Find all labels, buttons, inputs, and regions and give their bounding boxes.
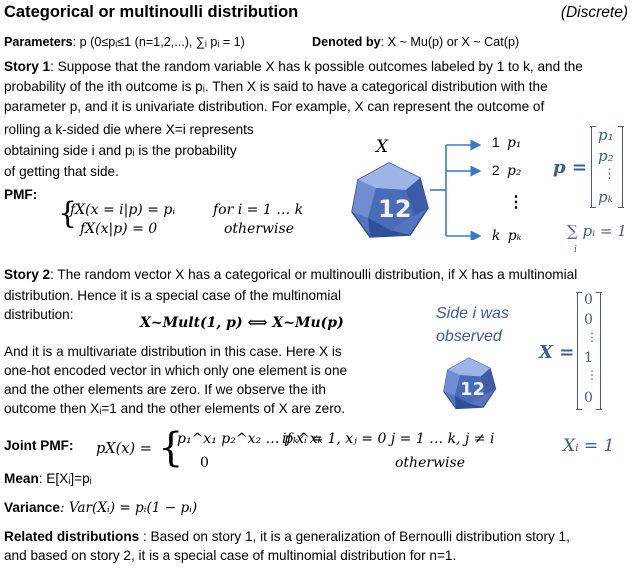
pmf-brace: {: [58, 196, 78, 231]
p-vector-entry: ⋮: [603, 166, 616, 181]
x-vector-entry: ⋮: [586, 330, 598, 344]
xi-equals-one: Xᵢ = 1: [563, 436, 615, 456]
story1-label: Story 1: [4, 59, 51, 74]
die-icon: [348, 160, 430, 242]
p-vector-label: p =: [553, 157, 587, 178]
story1-line2: probability of the ith outcome is pᵢ. Then X is said to have a categorical distribution with the: [4, 79, 548, 94]
pmf-line1-right: for i = 1 … k: [213, 202, 304, 218]
related-line1: [4, 529, 570, 544]
die-number-small: 12: [460, 379, 485, 400]
x-vector: [577, 292, 601, 410]
variance-line: [4, 500, 197, 516]
p-vector-entry: p₂: [598, 147, 614, 165]
pmf-line1-left: fX(x = i|p) = pᵢ: [70, 202, 176, 218]
joint-pmf-lhs: pX(x) =: [96, 441, 152, 457]
mean-line: [4, 471, 92, 486]
p-vector: [591, 126, 623, 208]
story2-line7: outcome then Xᵢ=1 and the other elements of X are zero.: [4, 401, 346, 416]
story1-line4: rolling a k-sided die where X=i represents: [4, 122, 254, 137]
joint-pmf-line2-cond: otherwise: [395, 455, 465, 471]
mean-label: Mean: [4, 471, 39, 486]
variance-body: : Var(Xᵢ) = pᵢ(1 − pᵢ): [59, 500, 198, 516]
die-number: 12: [378, 195, 412, 223]
pmf-line2-right: otherwise: [224, 221, 294, 237]
outcome-arrows: [428, 140, 484, 240]
story2-line4: And it is a multivariate distribution in this case. Here X is: [4, 344, 342, 359]
story2-line6: and the other elements are zero. If we observe the ith: [4, 382, 326, 397]
joint-pmf-brace: {: [158, 425, 184, 471]
page-title: Categorical or multinoulli distribution: [4, 3, 299, 21]
distribution-type: (Discrete): [560, 4, 628, 21]
x-vector-entry: 1: [584, 350, 593, 366]
story2-line3: distribution:: [4, 307, 74, 322]
denoted-body: : X ~ Mu(p) or X ~ Cat(p): [380, 35, 520, 49]
related-text-1: : Based on story 1, it is a generalization of Bernoulli distribution story 1,: [139, 529, 570, 544]
denoted-line: [312, 35, 519, 49]
related-label: Related distributions: [4, 529, 140, 544]
sum-subscript: i: [574, 245, 577, 255]
story2-line1: [4, 267, 577, 282]
story1-line6: of getting that side.: [4, 164, 119, 179]
mean-body: : E[Xᵢ]=pᵢ: [38, 471, 92, 486]
parameters-body: : p (0≤pᵢ≤1 (n=1,2,...), ∑ᵢ pᵢ = 1): [72, 35, 245, 49]
joint-pmf-line2: 0: [200, 455, 209, 471]
x-vector-label: X =: [539, 342, 575, 363]
joint-pmf-label: Joint PMF:: [4, 438, 74, 453]
parameters-line: [4, 35, 245, 49]
story1-line3: parameter p, and it is univariate distribution. For example, X can represent the outcome of: [4, 99, 545, 114]
outcome-2: 2 p₂: [492, 163, 522, 179]
story2-formula: X~Mult(1, p) ⟺ X~Mu(p): [140, 315, 344, 331]
p-vector-entry: p₁: [598, 126, 614, 144]
x-vector-entry: 0: [584, 390, 593, 406]
variance-label: Variance: [4, 500, 60, 515]
x-vector-entry: ⋮: [586, 368, 598, 382]
joint-pmf-line1: p₁^x₁ p₂^x₂ … pₖ^xₖ: [177, 431, 323, 447]
x-vector-entry: 0: [584, 312, 593, 328]
p-vector-entry: pₖ: [598, 188, 614, 206]
story2-text-1: : The random vector X has a categorical or multinoulli distribution, if X has a multinomial: [50, 267, 578, 282]
story2-line2: distribution. Hence it is a special case of the multinomial: [4, 288, 341, 303]
story1-line1: [4, 59, 583, 74]
side-observed-caption-1: Side i was: [436, 305, 509, 322]
die-icon-small: [440, 356, 498, 412]
x-vector-entry: 0: [584, 292, 593, 308]
story1-text-1: : Suppose that the random variable X has k possible outcomes labeled by 1 to k, and the: [50, 59, 583, 74]
pmf-line2-left: fX(x|p) = 0: [80, 221, 158, 237]
pmf-label: PMF:: [4, 187, 38, 202]
joint-pmf-line1-cond: if xᵢ = 1, xⱼ = 0 j = 1 … k, j ≠ i: [282, 431, 495, 447]
die-variable-label: X: [376, 137, 389, 157]
story2-label: Story 2: [4, 267, 51, 282]
denoted-label: Denoted by: [312, 35, 381, 49]
side-observed-caption-2: observed: [436, 328, 502, 345]
outcome-ellipsis: ⋮: [508, 194, 524, 211]
outcome-k: k pₖ: [492, 228, 522, 244]
outcome-1: 1 p₁: [492, 135, 522, 151]
sum-constraint: ∑ pᵢ = 1: [567, 222, 627, 240]
story2-line5: one-hot encoded vector in which only one element is one: [4, 363, 348, 378]
parameters-label: Parameters: [4, 35, 73, 49]
story1-line5: obtaining side i and pᵢ is the probability: [4, 143, 237, 158]
related-line2: and based on story 2, it is a special case of multinomial distribution for n=1.: [4, 548, 457, 563]
